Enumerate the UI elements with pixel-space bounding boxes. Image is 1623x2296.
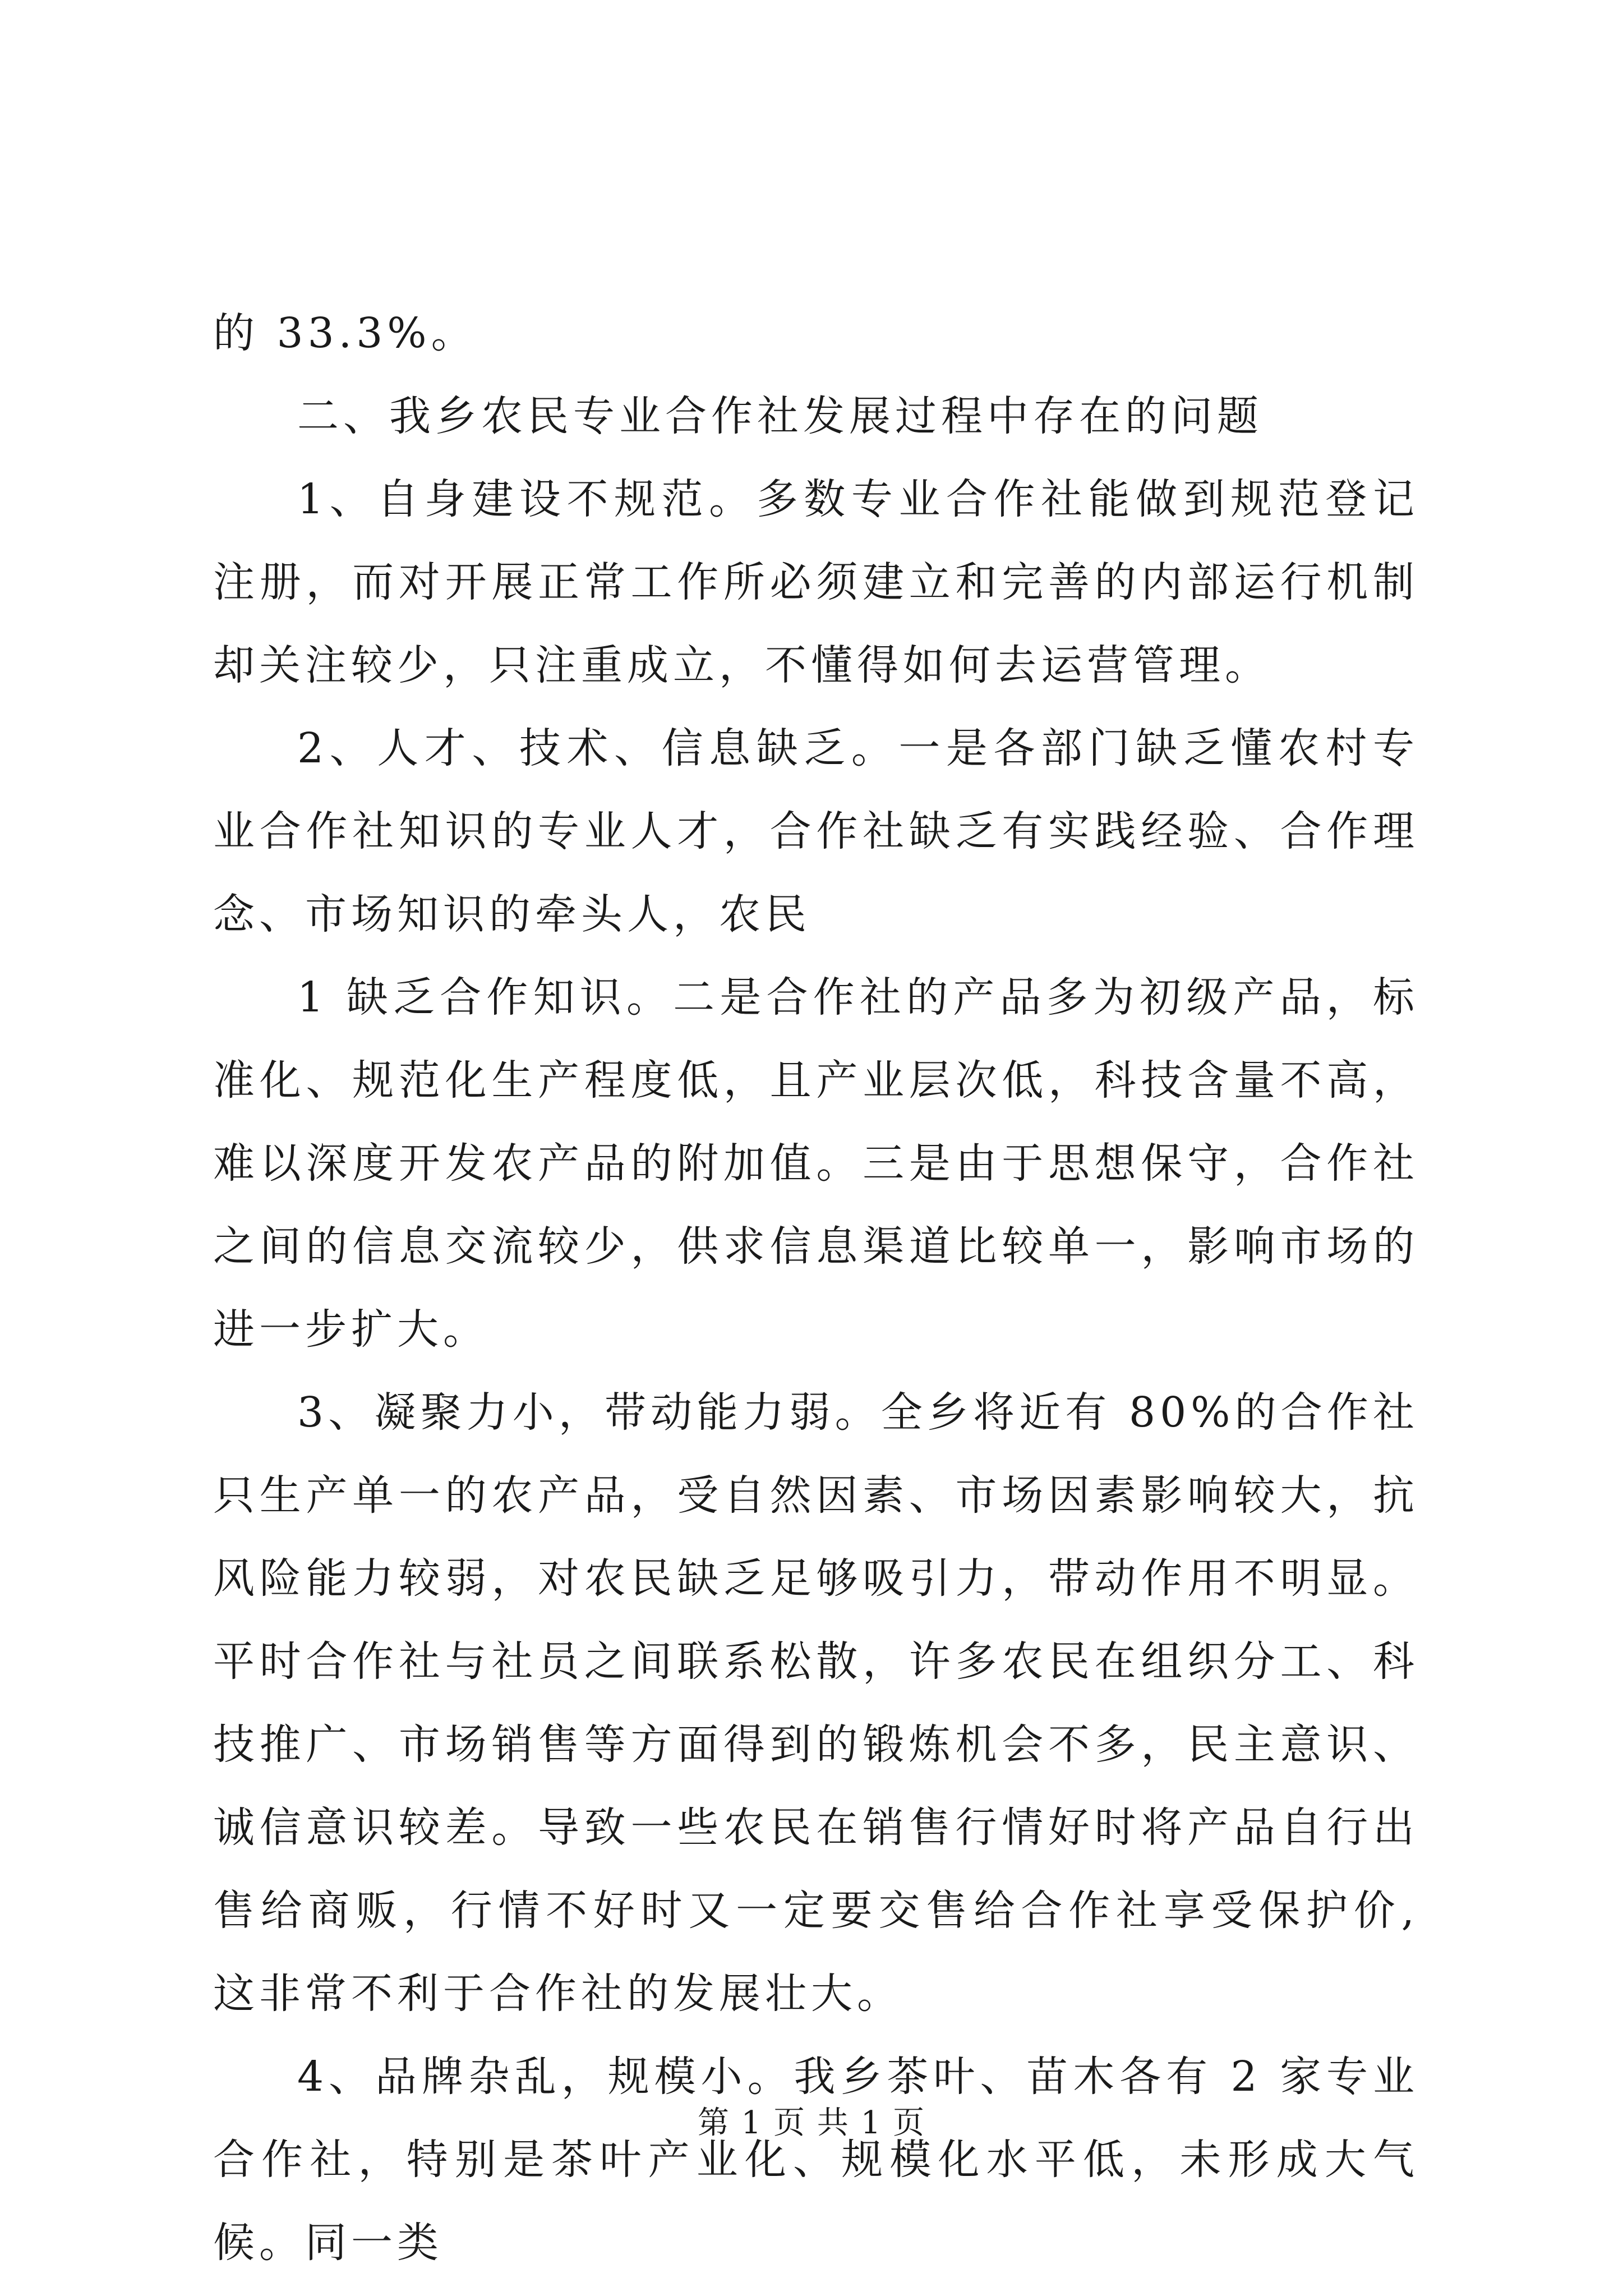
paragraph-item-2: 2、人才、技术、信息缺乏。一是各部门缺乏懂农村专业合作社知识的专业人才，合作社缺乏有实践经验、合作理念、市场知识的牵头人，农民 [213, 724, 1419, 938]
paragraph-continuation: 的 33.3%。 [213, 309, 477, 357]
page-number-footer: 第 1 页 共 1 页 [697, 2105, 926, 2141]
paragraph-item-1: 1、自身建设不规范。多数专业合作社能做到规范登记注册，而对开展正常工作所必须建立和完善的内部运行机制却关注较少，只注重成立，不懂得如何去运营管理。 [213, 475, 1419, 689]
paragraph-item-2-continued: 1 缺乏合作知识。二是合作社的产品多为初级产品，标准化、规范化生产程度低，且产业层次低，科技含量不高，难以深度开发农产品的附加值。三是由于思想保守，合作社之间的信息交流较少，供求信息渠道比较单一，影响市场的进一步扩大。 [213, 973, 1419, 1354]
document-body [213, 292, 1419, 2284]
paragraph-item-4: 4、品牌杂乱，规模小。我乡茶叶、苗木各有 2 家专业合作社，特别是茶叶产业化、规模化水平低，未形成大气候。同一类 [213, 2053, 1419, 2267]
section-heading: 二、我乡农民专业合作社发展过程中存在的问题 [297, 392, 1263, 440]
paragraph-item-3: 3、凝聚力小，带动能力弱。全乡将近有 80%的合作社只生产单一的农产品，受自然因素、市场因素影响较大，抗风险能力较弱，对农民缺乏足够吸引力，带动作用不明显。平时合作社与社员之间联系松散，许多农民在组织分工、科技推广、市场销售等方面得到的锻炼机会不多，民主意识、诚信意识较差。导致一些农民在销售行情好时将产品自行出售给商贩，行情不好时又一定要交售给合作社享受保护价,这非常不利于合作社的发展壮大。 [213, 1388, 1419, 2018]
